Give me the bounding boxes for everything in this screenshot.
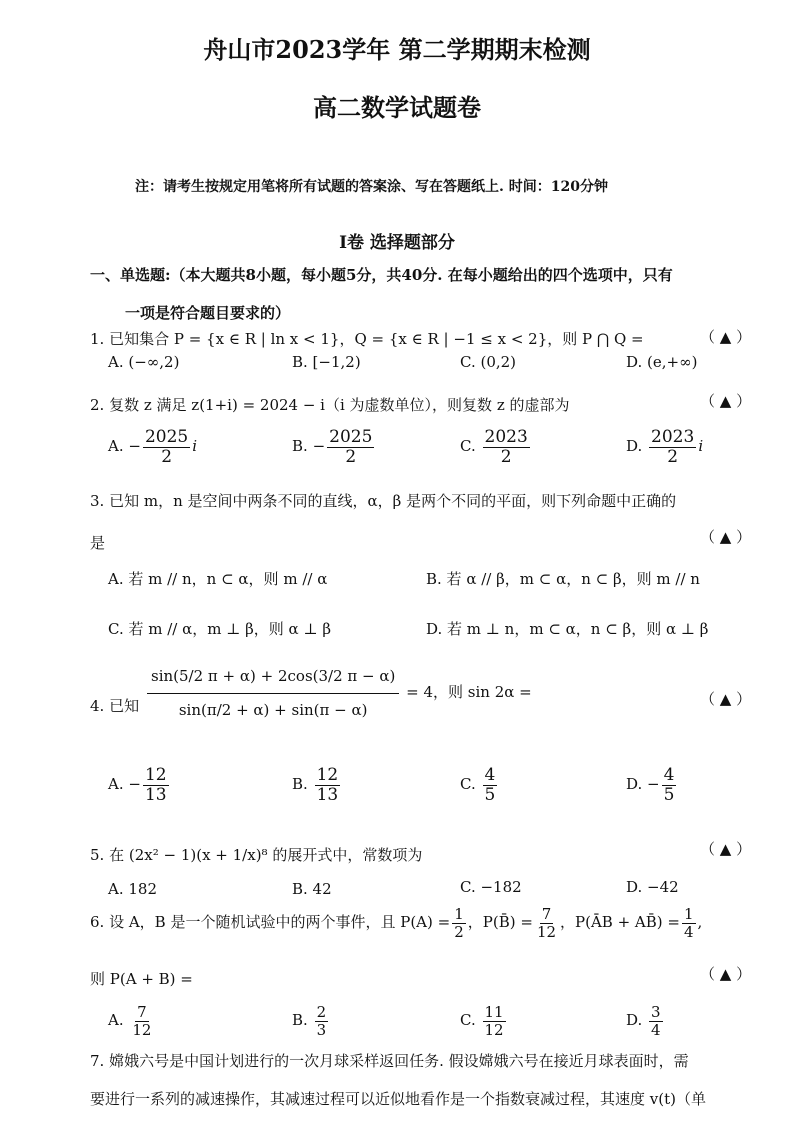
- q6-frac-1-den: 2: [454, 922, 464, 941]
- q6-stem: 6. 设 A，B 是一个随机试验中的两个事件，且 P(A) = $\frac{1}{2}$ ，P(B̄) = $\frac{7}{12}$ ，P(ĀB + AB̄) = $\frac{1}{4}$ ,: [90, 905, 703, 941]
- exam-note: 注：请考生按规定用笔将所有试题的答案涂、写在答题纸上. 时间：120分钟: [135, 179, 608, 195]
- q6-option-a-den: 12: [132, 1020, 152, 1039]
- q5-option-c: C. −182: [460, 878, 522, 896]
- q1-option-a: A. (−∞,2): [108, 353, 180, 371]
- q2-option-b-label: B.: [292, 437, 308, 456]
- q5-option-d: D. −42: [626, 878, 679, 896]
- q6-option-a: [108, 1004, 155, 1038]
- q5-option-a: A. 182: [108, 880, 157, 898]
- q2-option-a-sign: −: [128, 437, 141, 456]
- q6-frac-3-den: 4: [683, 922, 694, 941]
- q2-option-c-label: C.: [460, 437, 476, 456]
- q6-option-c-label: C.: [460, 1011, 476, 1029]
- q3-stem: 3. 已知 m，n 是空间中两条不同的直线，α，β 是两个不同的平面，则下列命题中正确的: [90, 492, 677, 510]
- q4-numerator: sin(5/2 π + α) + 2cos(3/2 π − α): [147, 668, 399, 694]
- q4-option-a-fraction: [143, 766, 169, 804]
- q4-option-c: [460, 766, 499, 804]
- q6-frac-2: [535, 906, 558, 940]
- q6-option-d-den: 4: [651, 1020, 661, 1039]
- q4-option-c-fraction: [483, 766, 498, 804]
- q6-answer-mark: （ ▲ ）: [700, 965, 752, 983]
- q6-frac-2-den: 12: [536, 922, 557, 941]
- q2-option-d-num: 2023: [651, 427, 695, 447]
- q6-option-b-fraction: [315, 1004, 329, 1038]
- q4-denominator: sin(π/2 + α) + sin(π − α): [178, 700, 368, 719]
- q4-option-a-label: A.: [108, 775, 124, 794]
- q2-option-c-num: 2023: [484, 427, 528, 447]
- q5-stem: 5. 在 (2x² − 1)(x + 1/x)⁸ 的展开式中，常数项为: [90, 846, 423, 864]
- q1-option-c: C. (0,2): [460, 353, 517, 371]
- q7-line-2: 要进行一系列的减速操作，其减速过程可以近似地看作是一个指数衰减过程，其速度 v(t)（单: [90, 1090, 706, 1108]
- q4-option-b-label: B.: [292, 775, 308, 794]
- q6-option-d-num: 3: [651, 1003, 661, 1021]
- q2-option-b-fraction: [327, 428, 374, 466]
- q2-option-c-fraction: [483, 428, 530, 466]
- q1-stem: 1. 已知集合 P = {x ∈ R | ln x < 1}，Q = {x ∈ R | −1 ≤ x < 2}，则 P ⋂ Q =: [90, 330, 644, 348]
- q3-answer-mark: （ ▲ ）: [700, 528, 752, 546]
- q6-stem-a: 6. 设 A，B 是一个随机试验中的两个事件，且 P(A) =: [90, 913, 451, 931]
- q4-option-c-num: 4: [484, 765, 496, 785]
- q6-option-c-den: 12: [484, 1020, 504, 1039]
- q6-option-a-num: 7: [137, 1003, 147, 1021]
- q2-option-b-sign: −: [312, 437, 326, 456]
- q4-option-d-fraction: [662, 766, 677, 804]
- q4-option-d-den: 5: [663, 784, 675, 805]
- q6-option-b-num: 2: [316, 1003, 327, 1021]
- q6-option-a-label: A.: [108, 1011, 124, 1029]
- q6-option-b: [292, 1004, 330, 1038]
- page-title: 舟山市2023学年 第二学期期末检测: [203, 35, 591, 64]
- q4-option-c-den: 5: [484, 784, 496, 805]
- section-instruction-2: 一项是符合题目要求的）: [125, 304, 291, 322]
- q6-option-b-label: B.: [292, 1011, 308, 1029]
- q4-option-d-sign: −: [647, 775, 660, 794]
- q2-option-b-den: 2: [345, 446, 357, 467]
- q4-tail: = 4，则 sin 2α =: [406, 683, 532, 701]
- q2-option-d-label: D.: [626, 437, 643, 456]
- q2-option-d-unit: i: [698, 437, 704, 456]
- page-subtitle: 高二数学试题卷: [313, 93, 481, 122]
- q4-fraction: [145, 668, 532, 718]
- q3-stem-2: 是: [90, 534, 106, 552]
- q4-option-d-num: 4: [663, 765, 675, 785]
- q3-option-d: D. 若 m ⊥ n，m ⊂ α，n ⊂ β，则 α ⊥ β: [426, 620, 709, 638]
- q4-option-b-den: 13: [316, 784, 339, 805]
- q2-stem: 2. 复数 z 满足 z(1+i) = 2024 − i（i 为虚数单位），则复数 z 的虚部为: [90, 396, 570, 414]
- q4-option-c-label: C.: [460, 775, 476, 794]
- q2-option-a-label: A.: [108, 437, 124, 456]
- q4-option-d-label: D.: [626, 775, 643, 794]
- q5-option-b: B. 42: [292, 880, 332, 898]
- q4-label: 4. 已知: [90, 697, 140, 715]
- q2-option-b: [292, 428, 376, 466]
- q4-answer-mark: （ ▲ ）: [700, 690, 752, 708]
- q6-frac-1: [452, 906, 466, 940]
- q1-option-b: B. [−1,2): [292, 353, 361, 371]
- q7-line-1: 7. 嫦娥六号是中国计划进行的一次月球采样返回任务. 假设嫦娥六号在接近月球表面时，需: [90, 1052, 689, 1070]
- q6-stem-c: ，P(ĀB + AB̄) =: [560, 913, 680, 931]
- q4-option-a-num: 12: [144, 765, 167, 785]
- q6-frac-2-num: 7: [541, 905, 552, 923]
- q4-option-a: [108, 766, 171, 804]
- q6-option-c-fraction: [483, 1004, 506, 1038]
- q6-frac-1-num: 1: [454, 905, 464, 923]
- q2-option-d: [626, 428, 703, 466]
- q6-option-d-label: D.: [626, 1011, 643, 1029]
- q6-option-d: [626, 1004, 665, 1038]
- q2-option-a-num: 2025: [144, 427, 189, 447]
- q6-frac-3-num: 1: [683, 905, 694, 923]
- q2-option-c: [460, 428, 532, 466]
- q6-option-c: [460, 1004, 508, 1038]
- q5-answer-mark: （ ▲ ）: [700, 840, 752, 858]
- q4-option-b-fraction: [315, 766, 341, 804]
- q1-answer-mark: （ ▲ ）: [700, 328, 752, 346]
- section-instruction-1: 一、单选题:（本大题共8小题，每小题5分，共40分. 在每小题给出的四个选项中，只有: [90, 266, 673, 284]
- q4-option-a-sign: −: [128, 775, 141, 794]
- q3-option-a: A. 若 m // n，n ⊂ α，则 m // α: [108, 570, 328, 588]
- q2-option-a-unit: i: [192, 437, 198, 456]
- q4-big-fraction: [147, 668, 399, 718]
- q6-option-b-den: 3: [316, 1020, 327, 1039]
- q2-option-d-fraction: [649, 428, 696, 466]
- q6-option-a-fraction: [130, 1004, 153, 1038]
- section-title: I卷 选择题部分: [339, 233, 455, 253]
- q2-option-a-den: 2: [161, 446, 173, 467]
- q2-option-b-num: 2025: [329, 427, 373, 447]
- q4-option-d: [626, 766, 678, 804]
- q6-stem-2: 则 P(A + B) =: [90, 970, 193, 988]
- q2-answer-mark: （ ▲ ）: [700, 392, 752, 410]
- q3-option-c: C. 若 m // α，m ⊥ β，则 α ⊥ β: [108, 620, 331, 638]
- q6-frac-3: [682, 906, 696, 940]
- q2-option-c-den: 2: [500, 446, 512, 467]
- q2-option-d-den: 2: [667, 446, 679, 467]
- q3-option-b: B. 若 α // β，m ⊂ α，n ⊂ β，则 m // n: [426, 570, 700, 588]
- q4-option-a-den: 13: [144, 784, 167, 805]
- q6-option-d-fraction: [649, 1004, 663, 1038]
- q6-stem-b: ，P(B̄) =: [467, 913, 533, 931]
- q4-option-b: [292, 766, 342, 804]
- q4-option-b-num: 12: [316, 765, 339, 785]
- q2-option-a: [108, 428, 197, 466]
- q2-option-a-fraction: [143, 428, 190, 466]
- q6-option-c-num: 11: [484, 1003, 504, 1021]
- q1-option-d: D. (e,+∞): [626, 353, 698, 371]
